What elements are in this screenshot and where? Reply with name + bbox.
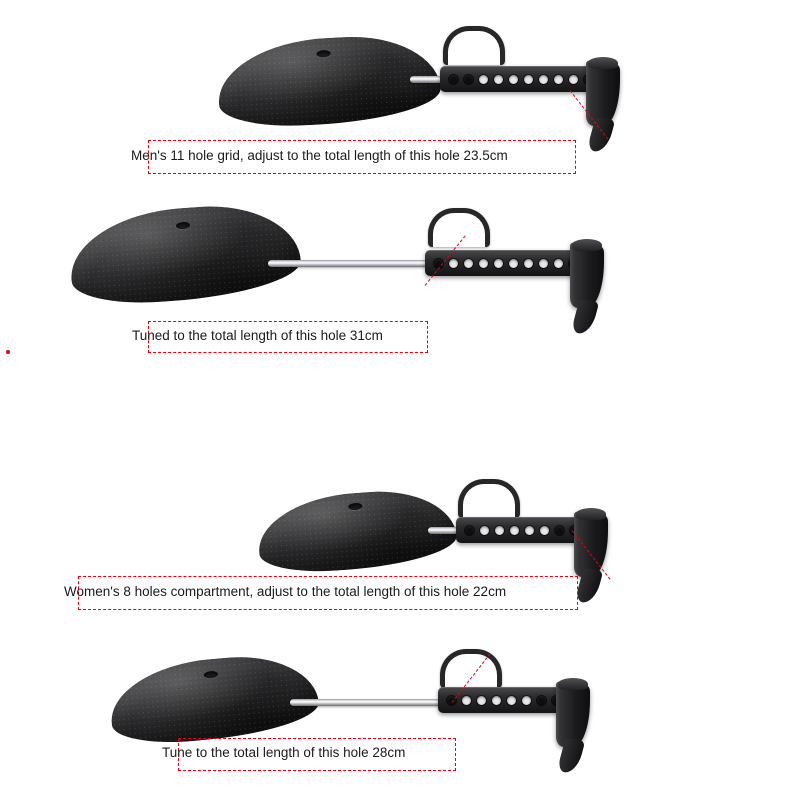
bar-hole	[479, 75, 488, 84]
bar-hole	[554, 259, 563, 268]
heel-lip	[572, 239, 602, 251]
heel-lip	[576, 508, 606, 520]
bar-hole	[554, 75, 563, 84]
leader-line-right	[455, 738, 456, 771]
bar-hole	[462, 696, 471, 705]
bar-hole	[525, 526, 534, 535]
bar-hole	[507, 696, 516, 705]
bar-hole	[539, 259, 548, 268]
shoe-stretcher-mens-extended	[70, 200, 630, 335]
panel-womens	[0, 430, 800, 800]
bar-hole	[464, 75, 473, 84]
bar-hole	[569, 75, 578, 84]
heel-spur	[587, 117, 616, 153]
bar-hole	[540, 526, 549, 535]
leader-line-right	[577, 576, 578, 610]
heel-lip	[558, 678, 588, 690]
bar-hole	[522, 696, 531, 705]
heel-cup	[570, 242, 604, 308]
u-handle	[443, 26, 505, 65]
leader-line-top	[78, 576, 578, 577]
bar-hole	[524, 75, 533, 84]
bar-hole	[480, 526, 489, 535]
foam-texture	[107, 650, 321, 748]
leader-line-bottom	[148, 352, 428, 353]
bar-hole	[464, 259, 473, 268]
shoe-stretcher-womens-contracted	[258, 475, 658, 595]
bar-hole	[477, 696, 486, 705]
caption-mens-extended: Tuned to the total length of this hole 31cm	[132, 328, 383, 343]
shoe-stretcher-toe-block	[67, 200, 303, 308]
leader-line-top	[148, 140, 576, 141]
heel-cup	[574, 511, 608, 577]
leader-line-bottom	[78, 609, 578, 610]
bar-hole	[492, 696, 501, 705]
leader-line-bottom	[178, 770, 456, 771]
heel-spur	[575, 568, 604, 604]
bar-hole	[494, 259, 503, 268]
bar-hole	[509, 259, 518, 268]
u-handle	[458, 479, 520, 518]
edge-marker	[6, 350, 10, 354]
caption-mens-contracted: Men's 11 hole grid, adjust to the total length of this hole 23.5cm	[131, 148, 508, 163]
adjustment-rod	[268, 260, 438, 267]
heel-cup	[556, 681, 590, 747]
caption-womens-contracted: Women's 8 holes compartment, adjust to the total length of this hole 22cm	[64, 584, 507, 599]
heel-spur	[571, 299, 600, 335]
bar-hole	[449, 75, 458, 84]
leader-line-bottom	[148, 173, 576, 174]
perforated-adjustment-bar	[440, 66, 595, 92]
bar-hole	[539, 75, 548, 84]
perforated-adjustment-bar	[456, 517, 580, 543]
adjustment-rod	[290, 699, 450, 706]
caption-womens-extended: Tune to the total length of this hole 28cm	[162, 745, 406, 760]
u-handle	[440, 649, 502, 688]
bar-hole	[465, 526, 474, 535]
heel-spur	[557, 738, 586, 774]
bar-hole-selected	[555, 526, 564, 535]
bar-hole	[524, 259, 533, 268]
bar-hole	[494, 75, 503, 84]
foam-texture	[216, 32, 442, 130]
bar-hole	[449, 259, 458, 268]
bar-hole	[495, 526, 504, 535]
heel-lip	[588, 57, 618, 69]
leader-line-top	[148, 321, 428, 322]
shoe-stretcher-toe-block	[216, 32, 442, 130]
leader-line-right	[575, 140, 576, 174]
perforated-adjustment-bar	[438, 687, 562, 713]
shoe-stretcher-toe-block	[107, 650, 321, 748]
bar-hole	[479, 259, 488, 268]
leader-line-top	[178, 738, 456, 739]
bar-hole	[510, 526, 519, 535]
foam-texture	[67, 200, 303, 308]
bar-hole	[509, 75, 518, 84]
shoe-stretcher-mens-contracted	[218, 24, 638, 149]
bar-hole-selected	[537, 696, 546, 705]
leader-line-right	[427, 321, 428, 353]
